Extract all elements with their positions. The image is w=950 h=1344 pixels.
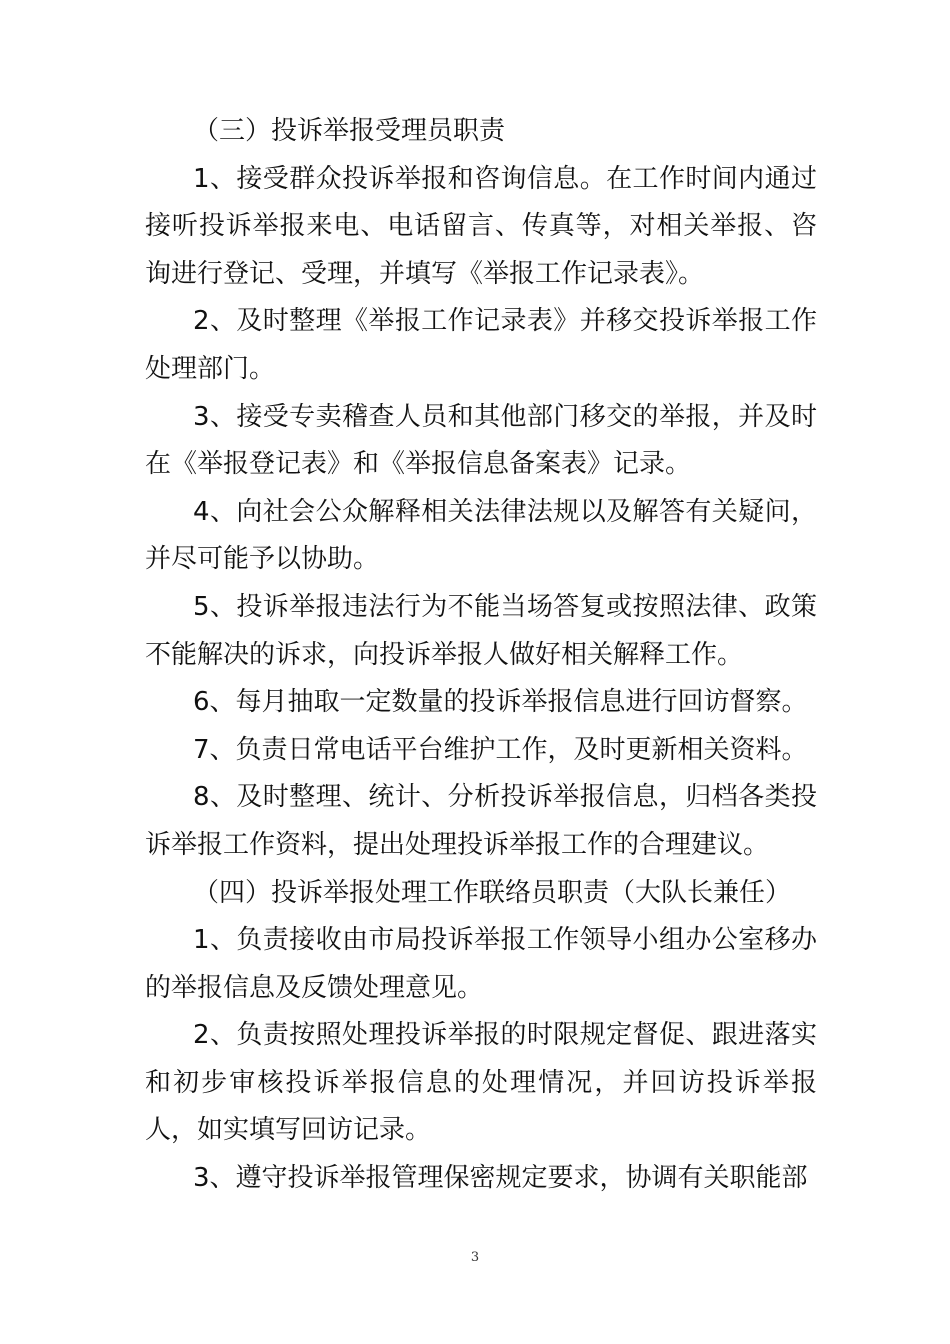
liaison-item-1: 1、负责接收由市局投诉举报工作领导小组办公室移办的举报信息及反馈处理意见。 [145,925,817,1003]
section-heading-3: （三）投诉举报受理员职责 [193,116,506,146]
duty-item-7: 7、负责日常电话平台维护工作，及时更新相关资料。 [193,734,808,765]
liaison-item-2: 2、负责按照处理投诉举报的时限规定督促、跟进落实和初步审核投诉举报信息的处理情况，并回访投诉举报人，如实填写回访记录。 [145,1020,817,1146]
section-heading-4: （四）投诉举报处理工作联络员职责（大队长兼任） [193,877,792,908]
duty-item-5: 5、投诉举报违法行为不能当场答复或按照法律、政策不能解决的诉求，向投诉举报人做好相关解释工作。 [145,591,817,670]
liaison-item-3: 3、遵守投诉举报管理保密规定要求，协调有关职能部 [193,1163,808,1194]
duty-item-2: 2、及时整理《举报工作记录表》并移交投诉举报工作处理部门。 [145,306,817,384]
duty-item-8: 8、及时整理、统计、分析投诉举报信息，归档各类投诉举报工作资料，提出处理投诉举报工作的合理建议。 [145,782,817,860]
duty-item-6: 6、每月抽取一定数量的投诉举报信息进行回访督察。 [193,687,808,718]
duty-item-3: 3、接受专卖稽查人员和其他部门移交的举报，并及时在《举报登记表》和《举报信息备案表》记录。 [145,401,817,480]
duty-item-4: 4、向社会公众解释相关法律法规以及解答有关疑问，并尽可能予以协助。 [145,496,817,575]
duty-item-1: 1、接受群众投诉举报和咨询信息。在工作时间内通过接听投诉举报来电、电话留言、传真等，对相关举报、咨询进行登记、受理，并填写《举报工作记录表》。 [145,163,817,289]
page-number: 3 [470,1250,480,1265]
document-body [145,108,817,1203]
